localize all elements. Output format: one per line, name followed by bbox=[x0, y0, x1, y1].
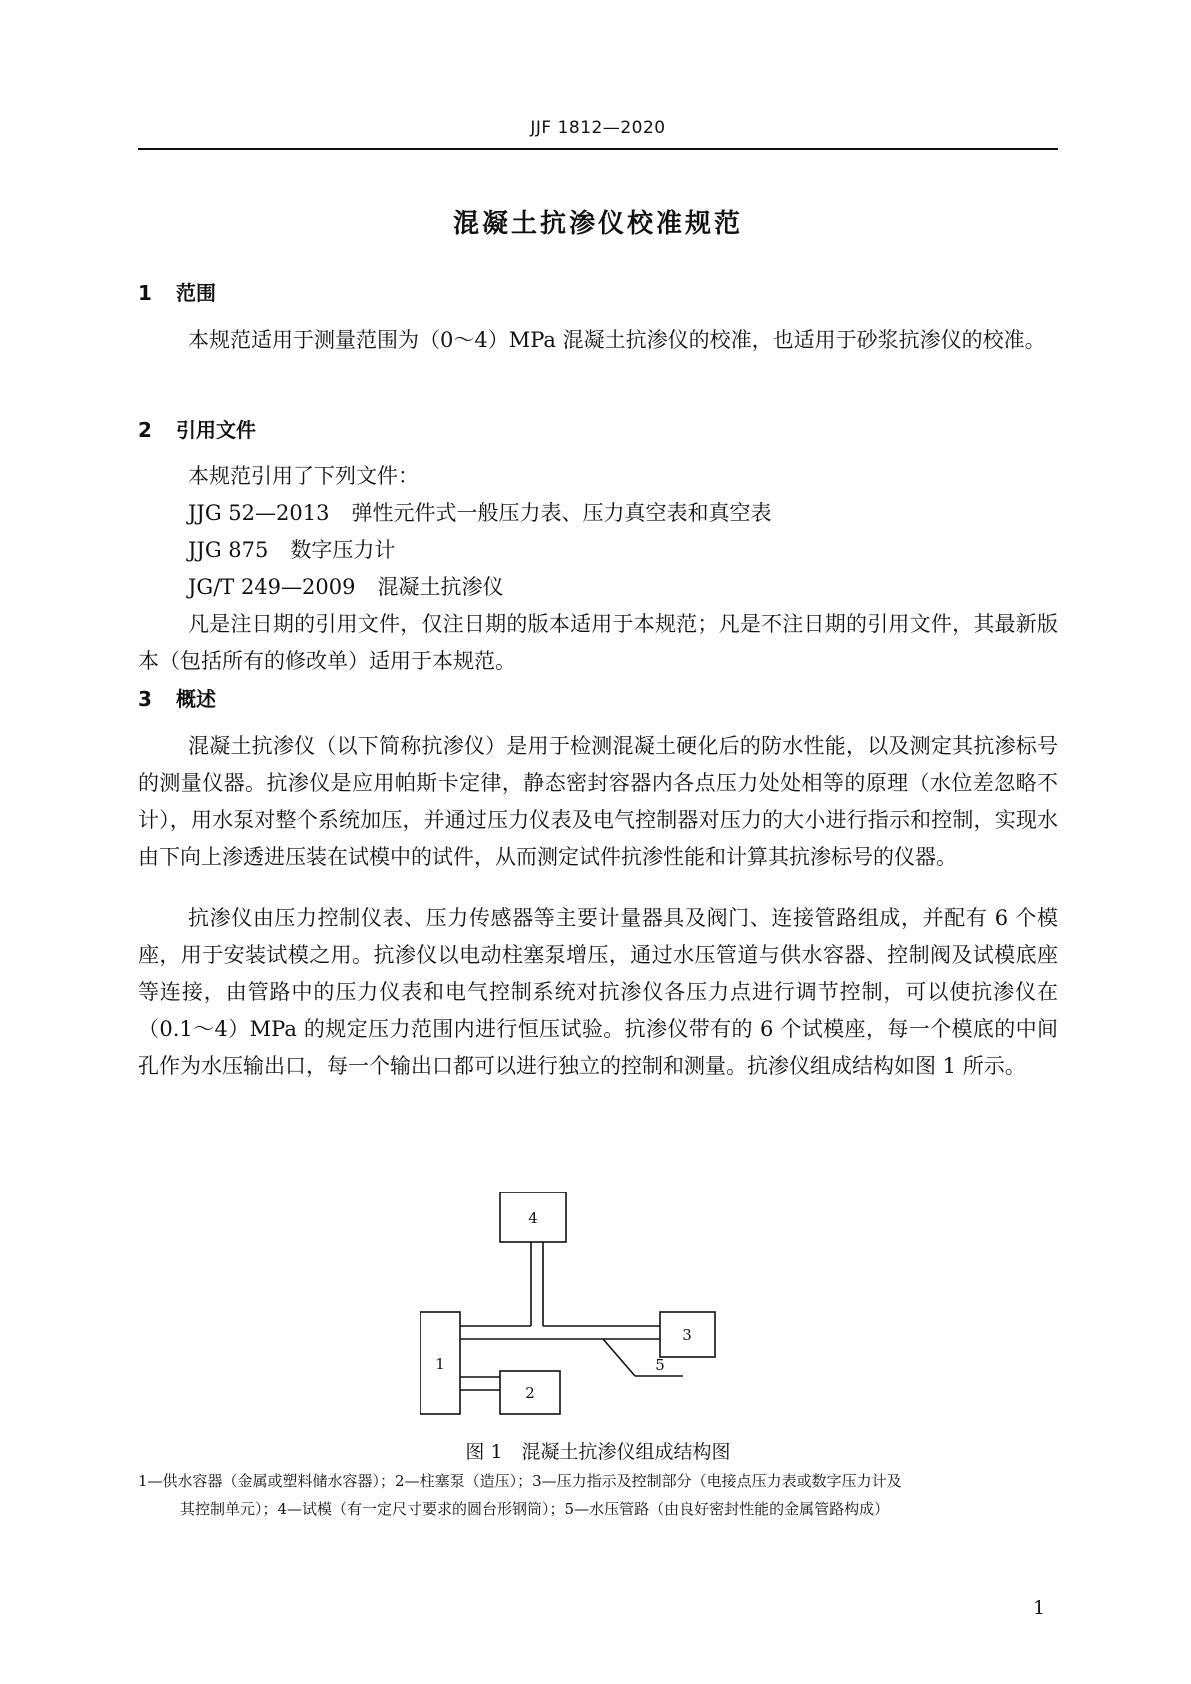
section-1-text: 本规范适用于测量范围为（0～4）MPa 混凝土抗渗仪的校准，也适用于砂浆抗渗仪的校准。 bbox=[188, 328, 1046, 352]
water-pipe-label: 5 bbox=[655, 1356, 665, 1374]
figure-caption: 图 1 混凝土抗渗仪组成结构图 bbox=[465, 1441, 731, 1463]
section-3-paragraph-1: 混凝土抗渗仪（以下简称抗渗仪）是用于检测混凝土硬化后的防水性能，以及测定其抗渗标号的测量仪器。抗渗仪是应用帕斯卡定律，静态密封容器内各点压力处处相等的原理（水位差忽略不计），用水泵对整个系统加压，并通过压力仪表及电气控制器对压力的大小进行指示和控制，实现水由下向上渗透进压装在试模中的试件，从而测定试件抗渗性能和计算其抗渗标号的仪器。 bbox=[138, 734, 1058, 869]
section-title: 概述 bbox=[176, 687, 216, 711]
reference-name: 混凝土抗渗仪 bbox=[377, 575, 504, 599]
water-pipes bbox=[460, 1242, 683, 1390]
section-3-paragraph-2: 抗渗仪由压力控制仪表、压力传感器等主要计量器具及阀门、连接管路组成，并配有 6 个模座，用于安装试模之用。抗渗仪以电动柱塞泵增压，通过水压管道与供水容器、控制阀及试模底座等连接，由管路中的压力仪表和电气控制系统对抗渗仪各压力点进行调节控制，可以使抗渗仪在（0.1～4）MPa 的规定压力范围内进行恒压试验。抗渗仪带有的 6 个试模座，每一个模底的中间孔作为水压输出口，每一个输出口都可以进行独立的控制和测量。抗渗仪组成结构如图 1 所示。 bbox=[138, 906, 1058, 1078]
pressure-control-label: 3 bbox=[682, 1326, 692, 1344]
reference-item bbox=[188, 532, 395, 569]
page-number: 1 bbox=[1033, 1597, 1046, 1619]
section-title: 引用文件 bbox=[176, 418, 256, 442]
reference-name: 数字压力计 bbox=[290, 538, 396, 562]
section-title: 范围 bbox=[176, 281, 216, 305]
legend-line: 其控制单元）；4—试模（有一定尺寸要求的圆台形钢筒）；5—水压管路（由良好密封性能的金属管路构成） bbox=[180, 1500, 890, 1518]
section-2-heading bbox=[138, 414, 256, 443]
document-code-header: JJF 1812—2020 bbox=[530, 118, 666, 138]
section-number: 3 bbox=[138, 687, 152, 711]
figure-legend bbox=[138, 1467, 1058, 1523]
legend-line: 1—供水容器（金属或塑料储水容器）；2—柱塞泵（造压）；3—压力指示及控制部分（电接点压力表或数字压力计及 bbox=[138, 1472, 902, 1490]
section-3-heading bbox=[138, 683, 216, 712]
structure-diagram bbox=[420, 1192, 800, 1432]
reference-item bbox=[188, 495, 771, 532]
reference-name: 弹性元件式一般压力表、压力真空表和真空表 bbox=[351, 501, 772, 525]
plunger-pump-label: 2 bbox=[525, 1384, 535, 1402]
test-mold-label: 4 bbox=[528, 1209, 538, 1227]
references-note: 凡是注日期的引用文件，仅注日期的版本适用于本规范；凡是不注日期的引用文件，其最新版本（包括所有的修改单）适用于本规范。 bbox=[138, 612, 1058, 673]
water-container-label: 1 bbox=[435, 1355, 445, 1373]
reference-code: JG/T 249—2009 bbox=[188, 575, 356, 599]
references-intro: 本规范引用了下列文件： bbox=[188, 464, 419, 488]
header-rule bbox=[138, 148, 1058, 150]
reference-item bbox=[188, 569, 503, 606]
reference-code: JJG 875 bbox=[188, 538, 269, 562]
section-1-heading bbox=[138, 277, 216, 306]
reference-code: JJG 52—2013 bbox=[188, 501, 330, 525]
section-number: 2 bbox=[138, 418, 152, 442]
section-number: 1 bbox=[138, 281, 152, 305]
document-title: 混凝土抗渗仪校准规范 bbox=[452, 209, 743, 239]
